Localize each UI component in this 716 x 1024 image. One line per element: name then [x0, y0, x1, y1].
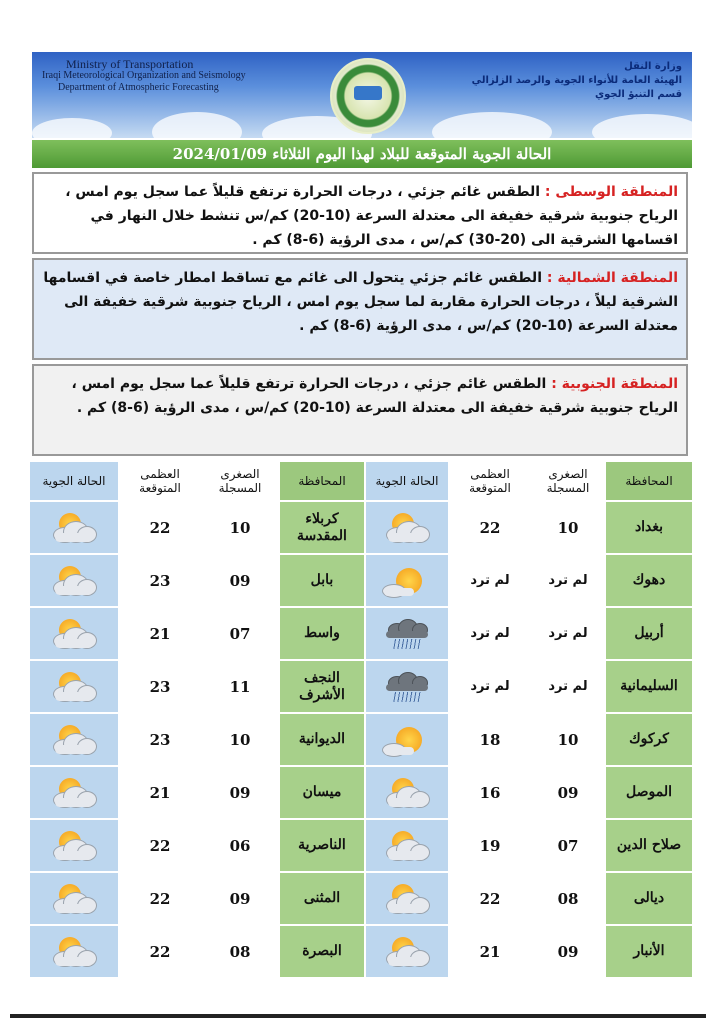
province-name: السليمانية: [606, 661, 692, 712]
banner-cloud: [152, 112, 242, 138]
max-temp: لم ترد: [450, 661, 530, 712]
region-southern: [32, 364, 688, 456]
province-name: الناصرية: [280, 820, 364, 871]
min-temp: لم ترد: [532, 555, 604, 606]
partly-cloudy-icon: [49, 564, 99, 598]
province-name: الديوانية: [280, 714, 364, 765]
header-min: الصغرى المسجلة: [532, 462, 604, 500]
partly-cloudy-icon: [382, 935, 432, 969]
max-temp: 22: [120, 502, 200, 553]
region-text: الطقس غائم جزئي ، درجات الحرارة ترتفع قليلاً عما سجل يوم امس ، الرياح جنوبية شرقية خفيفة الى معتدلة السرعة (10-20) كم/س ، مدى الرؤية (6-8) كم .: [71, 376, 678, 416]
partly-cloudy-icon: [49, 617, 99, 651]
ministry-arabic: [442, 60, 682, 102]
min-temp: 09: [532, 926, 604, 977]
max-temp: 21: [120, 608, 200, 659]
department-name-en: Department of Atmospheric Forecasting: [58, 82, 219, 93]
min-temp: 06: [202, 820, 278, 871]
department-name-ar: قسم التنبؤ الجوي: [594, 89, 682, 100]
header-min: الصغرى المسجلة: [202, 462, 278, 500]
partly-cloudy-icon: [49, 882, 99, 916]
header-province: المحافظة: [606, 462, 692, 500]
max-temp: 16: [450, 767, 530, 818]
min-temp: 10: [532, 714, 604, 765]
min-temp: 11: [202, 661, 278, 712]
province-name: ميسان: [280, 767, 364, 818]
weather-cell: [30, 714, 118, 765]
partly-cloudy-icon: [382, 511, 432, 545]
min-temp: لم ترد: [532, 661, 604, 712]
sunny-cloud-icon: [382, 723, 432, 757]
min-temp: 07: [202, 608, 278, 659]
weather-cell: [366, 608, 448, 659]
province-name: كربلاء المقدسة: [280, 502, 364, 553]
max-temp: 22: [120, 926, 200, 977]
weather-cell: [366, 661, 448, 712]
province-name: أربيل: [606, 608, 692, 659]
province-name: المثنى: [280, 873, 364, 924]
province-name: ديالى: [606, 873, 692, 924]
max-temp: لم ترد: [450, 608, 530, 659]
rain-cloud-icon: [382, 670, 432, 704]
partly-cloudy-icon: [382, 776, 432, 810]
header-province: المحافظة: [280, 462, 364, 500]
sunny-cloud-icon: [382, 564, 432, 598]
min-temp: 10: [202, 502, 278, 553]
partly-cloudy-icon: [49, 776, 99, 810]
max-temp: 22: [450, 873, 530, 924]
region-central: [32, 172, 688, 254]
weather-cell: [30, 502, 118, 553]
weather-cell: [366, 820, 448, 871]
partly-cloudy-icon: [49, 511, 99, 545]
min-temp: 10: [532, 502, 604, 553]
max-temp: 23: [120, 661, 200, 712]
province-name: بابل: [280, 555, 364, 606]
region-northern: [32, 258, 688, 360]
weather-cell: [366, 767, 448, 818]
max-temp: 22: [120, 820, 200, 871]
min-temp: 08: [532, 873, 604, 924]
partly-cloudy-icon: [49, 723, 99, 757]
partly-cloudy-icon: [382, 829, 432, 863]
weather-cell: [366, 926, 448, 977]
partly-cloudy-icon: [49, 935, 99, 969]
province-name: النجف الأشرف: [280, 661, 364, 712]
weather-cell: [30, 767, 118, 818]
max-temp: لم ترد: [450, 555, 530, 606]
region-text: الطقس غائم جزئي ، درجات الحرارة ترتفع قليلاً عما سجل يوم امس ، الرياح جنوبية شرقية خفيفة الى معتدلة السرعة (10-20) كم/س تنشط خلال النهار في اقسامها الشرقية الى (20-30) كم/س ، مدى الرؤية (6-8) كم .: [65, 184, 678, 248]
max-temp: 22: [450, 502, 530, 553]
weather-cell: [366, 502, 448, 553]
weather-cell: [30, 926, 118, 977]
banner-cloud: [592, 114, 692, 138]
region-text: الطقس غائم جزئي يتحول الى غائم مع تساقط امطار خاصة في اقسامها الشرقية ليلاً ، درجات الحرارة مقاربة لما سجل يوم امس ، الرياح جنوبية شرقية خفيفة الى معتدلة السرعة (10-20) كم/س ، مدى الرؤية (6-8) كم .: [43, 270, 678, 334]
page-bottom-border: [10, 1014, 706, 1018]
province-name: واسط: [280, 608, 364, 659]
min-temp: 07: [532, 820, 604, 871]
min-temp: 08: [202, 926, 278, 977]
weather-cell: [30, 820, 118, 871]
page-title: الحالة الجوية المتوقعة للبلاد لهذا اليوم الثلاثاء 2024/01/09: [32, 140, 692, 168]
max-temp: 19: [450, 820, 530, 871]
weather-cell: [366, 873, 448, 924]
max-temp: 23: [120, 555, 200, 606]
header-max: العظمى المتوقعة: [450, 462, 530, 500]
max-temp: 21: [120, 767, 200, 818]
organization-logo: [330, 58, 406, 134]
min-temp: 09: [532, 767, 604, 818]
region-name: المنطقة الوسطى :: [544, 184, 678, 200]
header-weather: الحالة الجوية: [366, 462, 448, 500]
partly-cloudy-icon: [49, 829, 99, 863]
partly-cloudy-icon: [382, 882, 432, 916]
min-temp: لم ترد: [532, 608, 604, 659]
ministry-name-en: Ministry of Transportation: [66, 57, 194, 71]
region-name: المنطقة الجنوبية :: [551, 376, 678, 392]
organization-name-ar: الهيئة العامة للأنواء الجوية والرصد الزلزالي: [471, 75, 682, 86]
weather-cell: [30, 661, 118, 712]
province-name: صلاح الدين: [606, 820, 692, 871]
min-temp: 09: [202, 555, 278, 606]
header-max: العظمى المتوقعة: [120, 462, 200, 500]
weather-cell: [30, 555, 118, 606]
ministry-english: [42, 58, 292, 94]
province-name: بغداد: [606, 502, 692, 553]
rain-cloud-icon: [382, 617, 432, 651]
header-banner: [32, 52, 692, 138]
weather-cell: [366, 555, 448, 606]
min-temp: 10: [202, 714, 278, 765]
max-temp: 23: [120, 714, 200, 765]
logo-emblem: [354, 86, 382, 100]
region-name: المنطقة الشمالية :: [546, 270, 678, 286]
max-temp: 22: [120, 873, 200, 924]
weather-cell: [366, 714, 448, 765]
min-temp: 09: [202, 873, 278, 924]
max-temp: 18: [450, 714, 530, 765]
banner-cloud: [432, 112, 552, 138]
weather-cell: [30, 608, 118, 659]
banner-cloud: [32, 118, 112, 138]
header-weather: الحالة الجوية: [30, 462, 118, 500]
province-name: البصرة: [280, 926, 364, 977]
province-name: كركوك: [606, 714, 692, 765]
weather-cell: [30, 873, 118, 924]
organization-name-en: Iraqi Meteorological Organization and Seismology: [42, 70, 246, 81]
province-name: الموصل: [606, 767, 692, 818]
max-temp: 21: [450, 926, 530, 977]
forecast-table: [30, 462, 692, 974]
province-name: دهوك: [606, 555, 692, 606]
province-name: الأنبار: [606, 926, 692, 977]
ministry-name-ar: وزارة النقل: [624, 61, 682, 72]
partly-cloudy-icon: [49, 670, 99, 704]
min-temp: 09: [202, 767, 278, 818]
